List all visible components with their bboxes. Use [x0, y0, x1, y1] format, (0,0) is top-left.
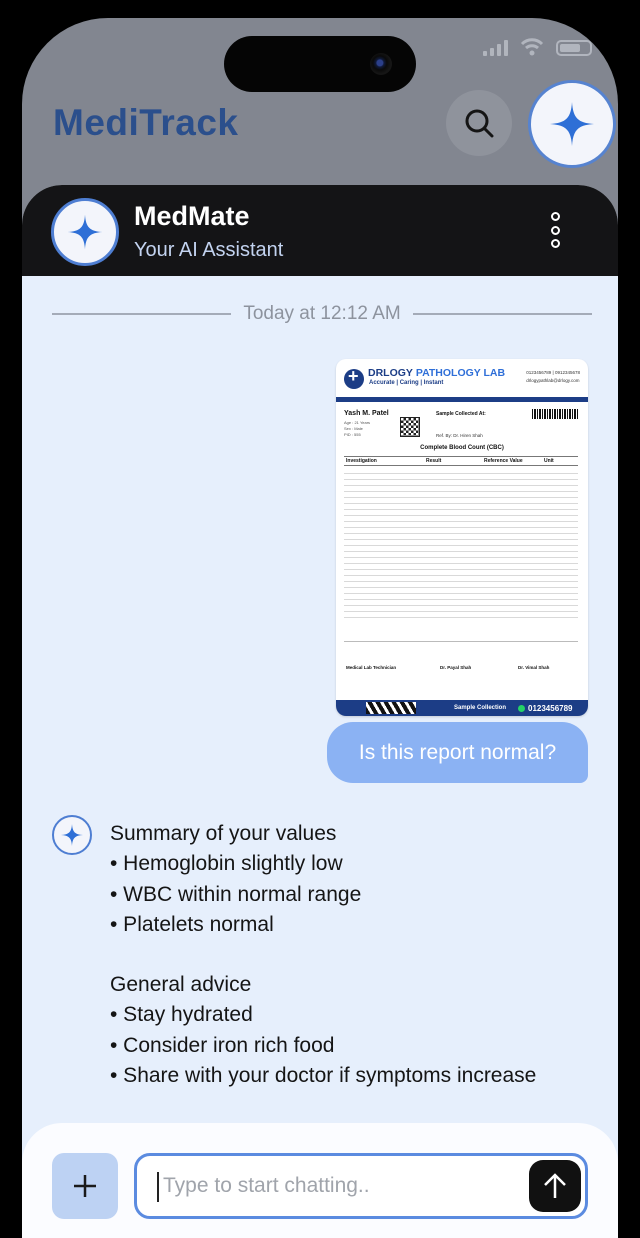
signature-doctor-1: Dr. Payal Shah — [440, 665, 472, 670]
signature-doctor-2: Dr. Vimal Shah — [518, 665, 550, 670]
bot-subtitle: Your AI Assistant — [134, 239, 284, 261]
reply-line: • WBC within normal range — [110, 882, 362, 906]
report-stripes — [366, 702, 416, 714]
chat-input-container — [134, 1153, 588, 1219]
date-divider — [52, 303, 592, 325]
footer-phone: 0123456789 — [518, 704, 573, 713]
report-footer-line — [344, 641, 578, 649]
bot-avatar — [51, 198, 119, 266]
camera-lens — [370, 53, 392, 75]
reply-line: • Hemoglobin slightly low — [110, 852, 343, 876]
dynamic-island — [224, 36, 416, 92]
more-vertical-icon[interactable] — [549, 212, 561, 248]
battery-icon — [556, 40, 592, 56]
reply-line: Summary of your values — [110, 822, 337, 845]
date-label: Today at 12:12 AM — [243, 303, 401, 324]
chat-input[interactable] — [163, 1168, 493, 1204]
status-bar — [483, 38, 592, 56]
reply-line: • Stay hydrated — [110, 1003, 253, 1027]
report-band — [336, 397, 588, 402]
reply-line: General advice — [110, 973, 252, 997]
message-composer — [22, 1123, 618, 1238]
qr-code — [400, 417, 420, 437]
sample-collection-label: Sample Collection — [454, 705, 507, 711]
signature-technician: Medical Lab Technician — [346, 665, 397, 670]
ref-by: Ref. By: Dr. Hiren Shah — [436, 433, 483, 438]
add-attachment-button[interactable] — [52, 1153, 118, 1219]
plus-icon — [72, 1173, 98, 1199]
sparkle-icon — [548, 100, 596, 148]
barcode — [532, 409, 578, 419]
text-caret — [157, 1172, 159, 1202]
chat-header — [22, 185, 618, 276]
lab-name: DRLOGY PATHOLOGY LAB — [368, 367, 506, 379]
sparkle-icon — [66, 213, 104, 251]
user-message-bubble: Is this report normal? — [327, 722, 588, 783]
lab-logo — [344, 369, 364, 389]
patient-name: Yash M. Patel — [344, 410, 389, 417]
report-table-header: Investigation Result Reference Value Unit — [344, 456, 578, 466]
send-button[interactable] — [529, 1160, 581, 1212]
bot-name: MedMate — [134, 201, 250, 231]
search-icon — [463, 107, 495, 139]
lab-tagline: Accurate | Caring | Instant — [369, 380, 444, 386]
search-button[interactable] — [446, 90, 512, 156]
sparkle-icon — [60, 823, 84, 847]
send-arrow-icon — [542, 1172, 568, 1200]
chat-sheet — [22, 185, 618, 1238]
wifi-icon — [520, 38, 544, 56]
assistant-button[interactable] — [528, 80, 616, 168]
bot-message-avatar — [52, 815, 92, 855]
report-test-title: Complete Blood Count (CBC) — [420, 445, 504, 451]
bot-reply — [110, 819, 536, 1091]
reply-line: • Consider iron rich food — [110, 1033, 335, 1057]
report-table-rows — [344, 469, 578, 619]
lab-contact: 0123456789 | 0912345678 drlogypathlab@drlogy.com — [526, 370, 580, 383]
phone-frame — [22, 18, 618, 1238]
report-image-attachment[interactable] — [336, 359, 588, 716]
reply-line: • Platelets normal — [110, 912, 274, 936]
patient-meta: Age : 21 Years Sex : Male PID : 555 — [344, 420, 371, 437]
app-title: MediTrack — [53, 102, 239, 143]
reply-line: • Share with your doctor if symptoms increase — [110, 1064, 537, 1088]
signal-icon — [483, 40, 508, 56]
sample-heading: Sample Collected At: — [436, 411, 486, 417]
